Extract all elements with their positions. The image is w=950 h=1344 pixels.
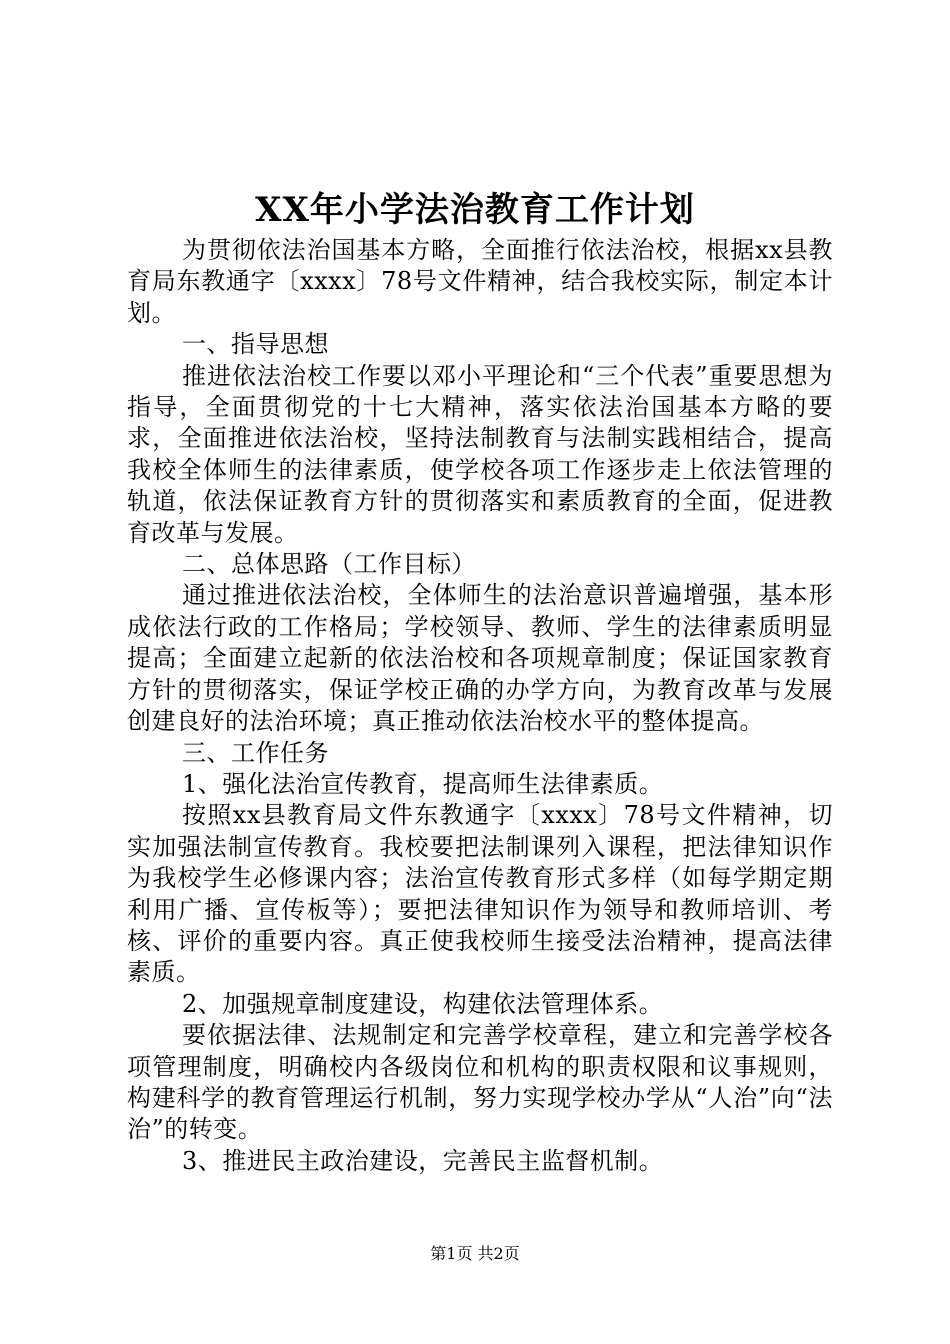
task-2-paragraph: 要依据法律、法规制定和完善学校章程，建立和完善学校各项管理制度，明确校内各级岗位和机构的职责权限和议事规则，构建科学的教育管理运行机制，努力实现学校办学从“人治”向“法治”的转变。 xyxy=(127,1021,833,1144)
document-body xyxy=(127,235,833,1177)
overall-approach-paragraph: 通过推进依法治校，全体师生的法治意识普遍增强，基本形成依法行政的工作格局；学校领导、教师、学生的法律素质明显提高；全面建立起新的依法治校和各项规章制度；保证国家教育方针的贯彻落实，保证学校正确的办学方向，为教育改革与发展创建良好的法治环境；真正推动依法治校水平的整体提高。 xyxy=(127,581,833,736)
section-heading-work-tasks: 三、工作任务 xyxy=(182,738,329,767)
task-1-paragraph: 按照xx县教育局文件东教通字〔xxxx〕78号文件精神，切实加强法制宣传教育。我校要把法制课列入课程，把法律知识作为我校学生必修课内容；法治宣传教育形式多样（如每学期定期利用广播、宣传板等）；要把法律知识作为领导和教师培训、考核、评价的重要内容。真正使我校师生接受法治精神，提高法律素质。 xyxy=(127,801,833,987)
section-heading-guiding-ideology: 一、指导思想 xyxy=(182,330,329,359)
document-title: XX年小学法治教育工作计划 xyxy=(255,190,695,230)
guiding-ideology-paragraph: 推进依法治校工作要以邓小平理论和“三个代表”重要思想为指导，全面贯彻党的十七大精神，落实依法治国基本方略的要求，全面推进依法治校，坚持法制教育与法制实践相结合，提高我校全体师生的法律素质，使学校各项工作逐步走上依法管理的轨道，依法保证教育方针的贯彻落实和素质教育的全面，促进教育改革与发展。 xyxy=(127,361,833,547)
task-3-heading: 3、推进民主政治建设，完善民主监督机制。 xyxy=(182,1146,664,1175)
task-2-heading: 2、加强规章制度建设，构建依法管理体系。 xyxy=(182,989,664,1018)
section-heading-overall-approach: 二、总体思路（工作目标） xyxy=(182,550,476,579)
task-1-heading: 1、强化法治宣传教育，提高师生法律素质。 xyxy=(182,769,664,798)
intro-paragraph: 为贯彻依法治国基本方略，全面推行依法治校，根据xx县教育局东教通字〔xxxx〕78号文件精神，结合我校实际，制定本计划。 xyxy=(127,236,833,327)
page-number-footer: 第1页 共2页 xyxy=(430,1244,520,1263)
